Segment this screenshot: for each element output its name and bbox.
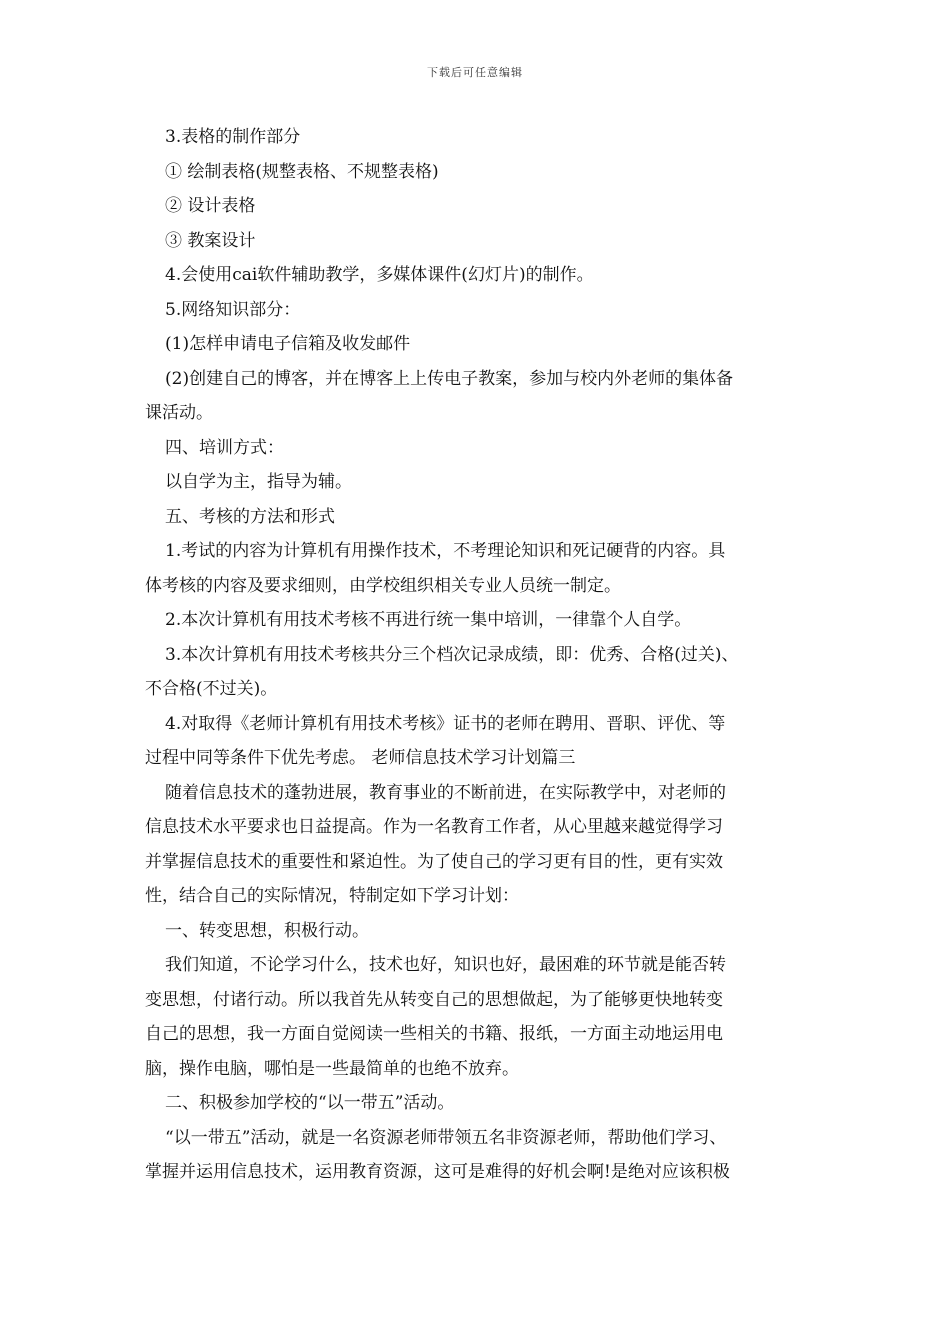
paragraph-line: (1)怎样申请电子信箱及收发邮件 bbox=[165, 334, 411, 354]
paragraph-line: 2.本次计算机有用技术考核不再进行统一集中培训，一律靠个人自学。 bbox=[165, 610, 692, 630]
paragraph-line: 课活动。 bbox=[145, 403, 213, 423]
page-header-note: 下载后可任意编辑 bbox=[427, 66, 523, 79]
paragraph-line: 随着信息技术的蓬勃进展，教育事业的不断前进，在实际教学中，对老师的 bbox=[165, 782, 726, 803]
paragraph-line: 3.表格的制作部分 bbox=[165, 127, 301, 147]
paragraph-line: 掌握并运用信息技术，运用教育资源，这可是难得的好机会啊!是绝对应该积极 bbox=[145, 1162, 730, 1182]
paragraph-line: ① 绘制表格(规整表格、不规整表格) bbox=[165, 161, 439, 182]
section-heading: 二、积极参加学校的“以一带五”活动。 bbox=[165, 1093, 455, 1113]
paragraph-line: 性，结合自己的实际情况，特制定如下学习计划： bbox=[145, 886, 519, 906]
section-heading: 四、培训方式： bbox=[165, 437, 284, 458]
paragraph-line: ③ 教案设计 bbox=[165, 230, 256, 251]
paragraph-line: 4.会使用cai软件辅助教学，多媒体课件(幻灯片)的制作。 bbox=[165, 265, 594, 285]
section-heading: 一、转变思想，积极行动。 bbox=[165, 920, 369, 941]
paragraph-line: 信息技术水平要求也日益提高。作为一名教育工作者，从心里越来越觉得学习 bbox=[145, 817, 723, 837]
paragraph-line: “以一带五”活动，就是一名资源老师带领五名非资源老师，帮助他们学习、 bbox=[165, 1127, 727, 1148]
paragraph-line: 变思想，付诸行动。所以我首先从转变自己的思想做起，为了能够更快地转变 bbox=[145, 989, 723, 1010]
paragraph-line: 自己的思想，我一方面自觉阅读一些相关的书籍、报纸，一方面主动地运用电 bbox=[145, 1024, 723, 1044]
paragraph-line: ② 设计表格 bbox=[165, 196, 256, 216]
paragraph-line: 体考核的内容及要求细则，由学校组织相关专业人员统一制定。 bbox=[145, 575, 621, 596]
paragraph-line: 我们知道，不论学习什么，技术也好，知识也好，最困难的环节就是能否转 bbox=[165, 955, 726, 975]
paragraph-line: 1.考试的内容为计算机有用操作技术，不考理论知识和死记硬背的内容。具 bbox=[165, 541, 726, 561]
section-heading: 五、考核的方法和形式 bbox=[165, 506, 335, 527]
paragraph-line: 3.本次计算机有用技术考核共分三个档次记录成绩，即：优秀、合格(过关)、 bbox=[165, 644, 739, 665]
paragraph-line: 并掌握信息技术的重要性和紧迫性。为了使自己的学习更有目的性，更有实效 bbox=[145, 851, 723, 872]
paragraph-line: 不合格(不过关)。 bbox=[145, 679, 278, 699]
paragraph-line: 脑，操作电脑，哪怕是一些最简单的也绝不放弃。 bbox=[145, 1058, 519, 1079]
paragraph-line: 以自学为主，指导为辅。 bbox=[165, 472, 352, 492]
paragraph-line: 过程中同等条件下优先考虑。 老师信息技术学习计划篇三 bbox=[145, 748, 576, 768]
paragraph-line: 5.网络知识部分： bbox=[165, 299, 301, 320]
document-body bbox=[145, 120, 810, 1190]
paragraph-line: (2)创建自己的博客，并在博客上上传电子教案，参加与校内外老师的集体备 bbox=[165, 368, 734, 389]
paragraph-line: 4.对取得《老师计算机有用技术考核》证书的老师在聘用、晋职、评优、等 bbox=[165, 713, 726, 734]
